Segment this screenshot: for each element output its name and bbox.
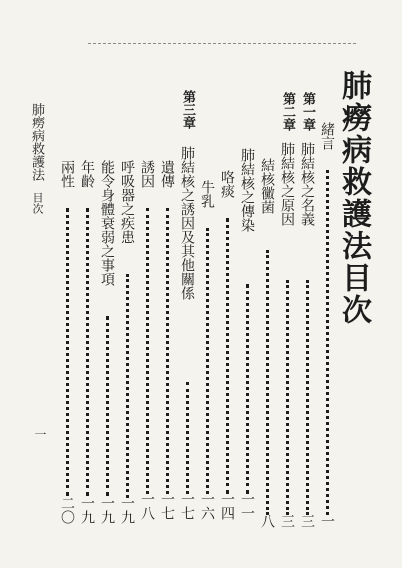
entry-page: 二〇 xyxy=(59,496,75,524)
entry-label: 肺結核之原因 xyxy=(279,142,295,226)
chapter-label: 第三章 xyxy=(180,90,195,129)
entry-page: 一八 xyxy=(139,492,155,520)
dot-leader xyxy=(226,218,229,494)
entry-page: 一九 xyxy=(119,496,135,524)
entry-page: 一九 xyxy=(99,496,115,524)
dot-leader xyxy=(286,280,289,515)
entry-label: 肺結核之傳染 xyxy=(239,148,255,232)
entry-label: 能令身體衰弱之事項 xyxy=(99,160,115,286)
toc-entry-ch1 xyxy=(296,92,318,532)
toc-entry-heredity xyxy=(156,160,178,532)
folio: 一 xyxy=(33,428,47,440)
entry-page: 三 xyxy=(279,514,295,528)
toc-entry-weakening xyxy=(96,160,118,532)
dot-leader xyxy=(106,316,109,496)
toc-entry-sputum xyxy=(216,170,238,532)
entry-page: 三 xyxy=(299,514,315,528)
entry-page: 八 xyxy=(259,514,275,528)
toc-entry-milk xyxy=(196,180,218,532)
dot-leader xyxy=(206,228,209,494)
entry-page: 一九 xyxy=(79,496,95,524)
entry-label: 兩性 xyxy=(59,160,75,188)
toc-entry-respiratory xyxy=(116,160,138,532)
running-subhead: 目次 xyxy=(31,192,44,214)
entry-label: 遺傳 xyxy=(159,160,175,188)
dot-leader xyxy=(246,284,249,494)
toc-entry-ch2 xyxy=(276,92,298,532)
toc-entry-contagion xyxy=(236,148,258,532)
entry-page: 一 xyxy=(319,514,335,528)
dot-leader xyxy=(306,280,309,515)
entry-label: 年齡 xyxy=(79,160,95,188)
book-title: 肺癆病救護法目次 xyxy=(336,70,371,326)
toc-entry-inducement xyxy=(136,160,158,532)
toc-entry-bacteria xyxy=(256,158,278,532)
dot-leader xyxy=(146,208,149,494)
entry-label: 咯痰 xyxy=(219,170,235,198)
entry-label: 結核黴菌 xyxy=(259,158,275,214)
entry-label: 緒言 xyxy=(319,122,335,150)
running-head: 肺癆病救護法 xyxy=(29,103,44,181)
dot-leader xyxy=(266,250,269,515)
toc-entry-sexes xyxy=(56,160,78,532)
entry-page: 一七 xyxy=(179,492,195,520)
toc-entry-ch3 xyxy=(176,90,198,532)
dot-leader xyxy=(66,208,69,496)
dot-leader xyxy=(86,208,89,496)
entry-label: 肺結核之誘因及其他關係 xyxy=(179,146,195,300)
entry-page: 一四 xyxy=(219,492,235,520)
dot-leader xyxy=(126,274,129,498)
entry-page: 一七 xyxy=(159,492,175,520)
top-rule xyxy=(88,43,356,44)
entry-label: 誘因 xyxy=(139,160,155,188)
entry-label: 肺結核之名義 xyxy=(299,142,315,226)
entry-page: 一一 xyxy=(239,492,255,520)
chapter-label: 第一章 xyxy=(300,92,315,131)
chapter-label: 第二章 xyxy=(280,92,295,131)
entry-page: 一六 xyxy=(199,492,215,520)
dot-leader xyxy=(326,170,329,515)
dot-leader xyxy=(186,382,189,494)
toc-entry-age xyxy=(76,160,98,532)
dot-leader xyxy=(166,208,169,494)
toc-entry-intro xyxy=(316,122,338,532)
entry-label: 牛乳 xyxy=(199,180,215,208)
entry-label: 呼吸器之疾患 xyxy=(119,160,135,244)
